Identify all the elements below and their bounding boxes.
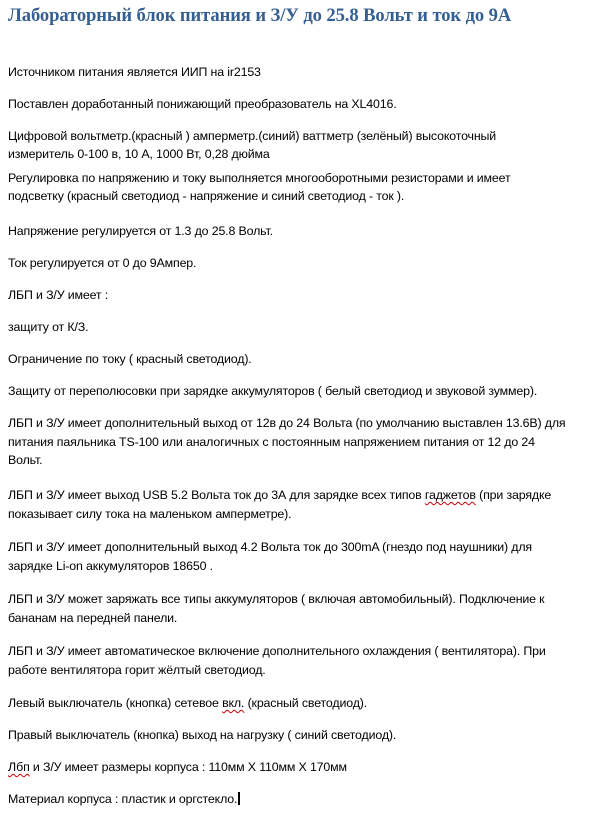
paragraph-power-source: Источником питания является ИИП на ir2153 [8,65,261,79]
usb-text-start: ЛБП и З/У имеет выход USB 5.2 Вольта ток до 3А для зарядке всех типов [8,488,425,502]
left-switch-text-start: Левый выключатель (кнопка) сетевое [8,696,223,710]
paragraph-short-protection: защиту от К/З. [8,320,89,334]
paragraph-extra-output-line-3: Вольт. [8,453,43,467]
paragraph-voltage-range: Напряжение регулируется от 1.3 до 25.8 Вольт. [8,224,273,238]
paragraph-right-switch: Правый выключатель (кнопка) выход на нагрузку ( синий светодиод). [8,728,397,742]
spellcheck-word-lbp[interactable]: Лбп [8,760,30,774]
spellcheck-word-gadgets[interactable]: гаджетов [424,488,476,502]
usb-text-end: (при зарядке [475,488,552,502]
paragraph-converter: Поставлен доработанный понижающий преобразователь на XL4016. [8,97,397,111]
case-material-text: Материал корпуса : пластик и оргстекло. [8,792,238,806]
text-cursor [238,792,240,805]
paragraph-regulation-line-2: подсветку (красный светодиод - напряжение и синий светодиод - ток ). [8,189,405,203]
paragraph-current-range: Ток регулируется от 0 до 9Ампер. [8,256,197,270]
paragraph-extra-output-line-1: ЛБП и З/У имеет дополнительный выход от 12в до 24 Вольта (по умолчанию выставлен 13.6В) для [8,416,566,430]
paragraph-features-heading: ЛБП и З/У имеет : [8,288,109,302]
paragraph-cooling-line-1: ЛБП и З/У имеет автоматическое включение дополнительного охлаждения ( вентилятора). При [8,644,546,658]
paragraph-dimensions [8,759,598,777]
paragraph-case-material [8,791,598,809]
paragraph-meter-line-2: измеритель 0-100 в, 10 А, 1000 Вт, 0,28 дюйма [8,147,270,161]
page-title: Лабораторный блок питания и З/У до 25.8 Вольт и ток до 9А [8,5,512,26]
paragraph-liion-line-1: ЛБП и З/У имеет дополнительный выход 4.2 Вольта ток до 300mA (гнездо под наушники) для [8,540,532,554]
paragraph-extra-output-line-2: питания паяльника TS-100 или аналогичных с постоянным напряжением питания от 12 до 24 [8,435,535,449]
paragraph-left-switch [8,695,598,713]
left-switch-text-end: (красный светодиод). [244,696,368,710]
paragraph-cooling-line-2: работе вентилятора горит жёлтый светодиод. [8,663,266,677]
paragraph-current-limit: Ограничение по току ( красный светодиод). [8,352,252,366]
dimensions-text: и З/У имеет размеры корпуса : 110мм Х 110мм Х 170мм [29,760,347,774]
paragraph-meter-line-1: Цифровой вольтметр.(красный ) амперметр.(синий) ваттметр (зелёный) высокоточный [8,129,497,143]
paragraph-regulation-line-1: Регулировка по напряжению и току выполняется многооборотными резисторами и имеет [8,171,511,185]
spellcheck-word-vkl[interactable]: вкл. [222,696,245,710]
paragraph-charging-line-2: бананам на передней панели. [8,611,178,625]
paragraph-usb-line-2: показывает силу тока на маленьком амперметре). [8,507,292,521]
paragraph-liion-line-2: зарядке Li-on аккумуляторов 18650 . [8,559,213,573]
paragraph-usb-line-1 [8,487,598,505]
paragraph-polarity-protection: Защиту от переполюсовки при зарядке аккумуляторов ( белый светодиод и звуковой зуммер). [8,384,538,398]
paragraph-charging-line-1: ЛБП и З/У может заряжать все типы аккумуляторов ( включая автомобильный). Подключение к [8,592,545,606]
